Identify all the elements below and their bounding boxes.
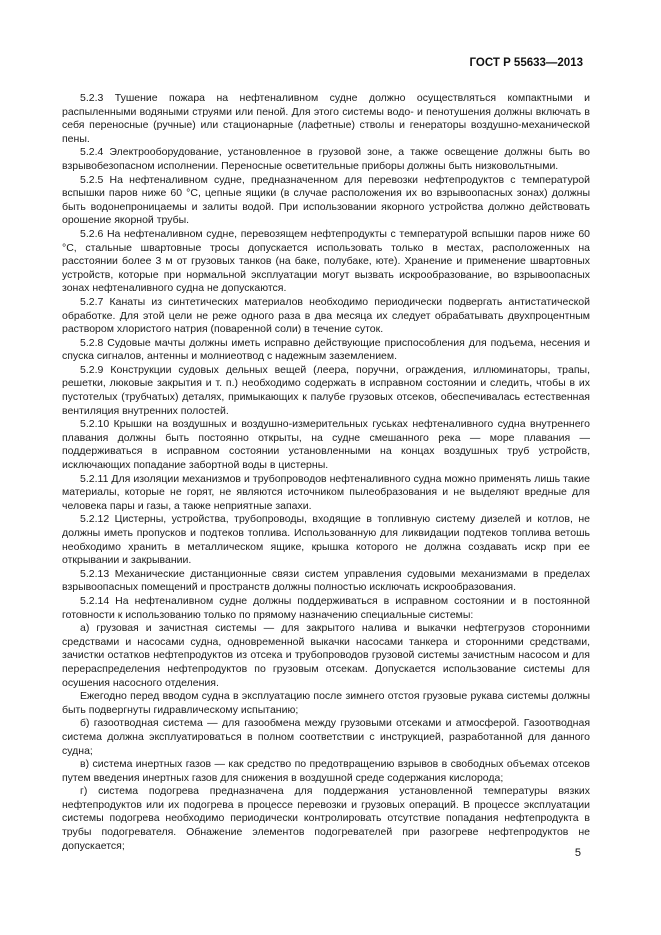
document-body xyxy=(62,92,590,853)
paragraph: 5.2.3 Тушение пожара на нефтеналивном судне должно осуществляться компактными и распыленными водяными струями или пеной. Для этого системы водо- и пенотушения должны включать в себя переносные (ручные) или стационарные (лафетные) стволы и генераторы воздушно-механической пены. xyxy=(62,92,590,145)
document-code: ГОСТ Р 55633—2013 xyxy=(469,57,583,69)
paragraph: г) система подогрева предназначена для поддержания установленной температуры вязких нефтепродуктов или их подогрева в процессе перевозки и грузовых операций. В процессе эксплуатации системы подогрева необходимо периодически контролировать отсутствие попадания нефтепродукта в трубы подогревателя. Обнажение элементов подогревателей при разогреве нефтепродуктов не допускается; xyxy=(62,785,590,852)
paragraph: в) система инертных газов — как средство по предотвращению взрывов в свободных объемах отсеков путем введения инертных газов для снижения в воздушной среде содержания кислорода; xyxy=(62,758,590,784)
paragraph: 5.2.12 Цистерны, устройства, трубопроводы, входящие в топливную систему дизелей и котлов, не должны иметь пропусков и подтеков топлива. Использованную для ликвидации подтеков топлива ветошь необходимо хранить в металлическом ящике, крышка которого не должна создавать искр при ее открывании и закрывании. xyxy=(62,513,590,567)
paragraph: 5.2.5 На нефтеналивном судне, предназначенном для перевозки нефтепродуктов с температурой вспышки паров ниже 60 °С, цепные ящики (в случае расположения их во взрывоопасных зонах) должны быть водонепроницаемы и залиты водой. При использовании якорного устройства должно действовать орошение якорной трубы. xyxy=(62,173,590,227)
paragraph: 5.2.10 Крышки на воздушных и воздушно-измерительных гуськах нефтеналивного судна внутреннего плавания должны быть постоянно открыты, на судне смешанного река — море плавания — поддерживаться в исправном состоянии установленными на концах воздушных труб устройств, исключающих попадание забортной воды в цистерны. xyxy=(62,418,590,472)
paragraph: б) газоотводная система — для газообмена между грузовыми отсеками и атмосферой. Газоотводная система должна эксплуатироваться в полном соответствии с инструкцией, разработанной для данного судна; xyxy=(62,717,590,757)
paragraph: 5.2.6 На нефтеналивном судне, перевозящем нефтепродукты с температурой вспышки паров ниже 60 °С, стальные швартовные тросы допускается использовать только в местах, расположенных на расстоянии более 3 м от грузовых танков (на баке, полубаке, юте). Хранение и применение швартовных устройств, которые при нормальной эксплуатации могут вызвать искрообразование, во взрывоопасных зонах нефтеналивного судна не допускаются. xyxy=(62,227,590,295)
paragraph: 5.2.8 Судовые мачты должны иметь исправно действующие приспособления для подъема, несения и спуска сигналов, антенны и молниеотвод с надежным заземлением. xyxy=(62,336,590,363)
paragraph: Ежегодно перед вводом судна в эксплуатацию после зимнего отстоя грузовые рукава системы должны быть подвергнуты гидравлическому испытанию; xyxy=(62,690,590,716)
paragraph: 5.2.11 Для изоляции механизмов и трубопроводов нефтеналивного судна можно применять лишь такие материалы, которые не горят, не являются источником пылеобразования и не выделяют вредные для человека пары и газы, а также неприятные запахи. xyxy=(62,472,590,512)
paragraph: 5.2.14 На нефтеналивном судне должны поддерживаться в исправном состоянии и в постоянной готовности к использованию только по прямому назначению специальные системы: xyxy=(62,594,590,621)
paragraph: 5.2.7 Канаты из синтетических материалов необходимо периодически подвергать антистатической обработке. Для этой цели не реже одного раза в два месяца их следует обрабатывать двухпроцентным раствором хлористого натрия (поваренной соли) в течение суток. xyxy=(62,295,590,336)
page-number: 5 xyxy=(574,847,581,859)
paragraph: 5.2.13 Механические дистанционные связи систем управления судовыми механизмами в пределах взрывоопасных помещений и пространств должны полностью исключать искрообразования. xyxy=(62,567,590,594)
paragraph: 5.2.4 Электрооборудование, установленное в грузовой зоне, а также освещение должны быть во взрывобезопасном исполнении. Переносные осветительные приборы должны быть низковольтными. xyxy=(62,146,590,172)
paragraph: 5.2.9 Конструкции судовых дельных вещей (леера, поручни, ограждения, иллюминаторы, трапы, решетки, люковые закрытия и т. п.) необходимо содержать в исправном состоянии и следить, чтобы в их пустотелых (трубчатых) деталях, примыкающих к палубе грузовых отсеков, обеспечивалась естественная вентиляция внутренних полостей. xyxy=(62,363,590,417)
paragraph: а) грузовая и зачистная системы — для закрытого налива и выкачки нефтегрузов сторонними средствами и насосами судна, одновременной выкачки насосами танкера и сторонними средствами, зачистки остатков нефтепродуктов из отсека и трубопроводов грузовой системы зачистным насосом и для перераспределения нефтепродуктов по грузовым отсекам. Допускается использование системы для осушения насосного отделения. xyxy=(62,622,590,689)
